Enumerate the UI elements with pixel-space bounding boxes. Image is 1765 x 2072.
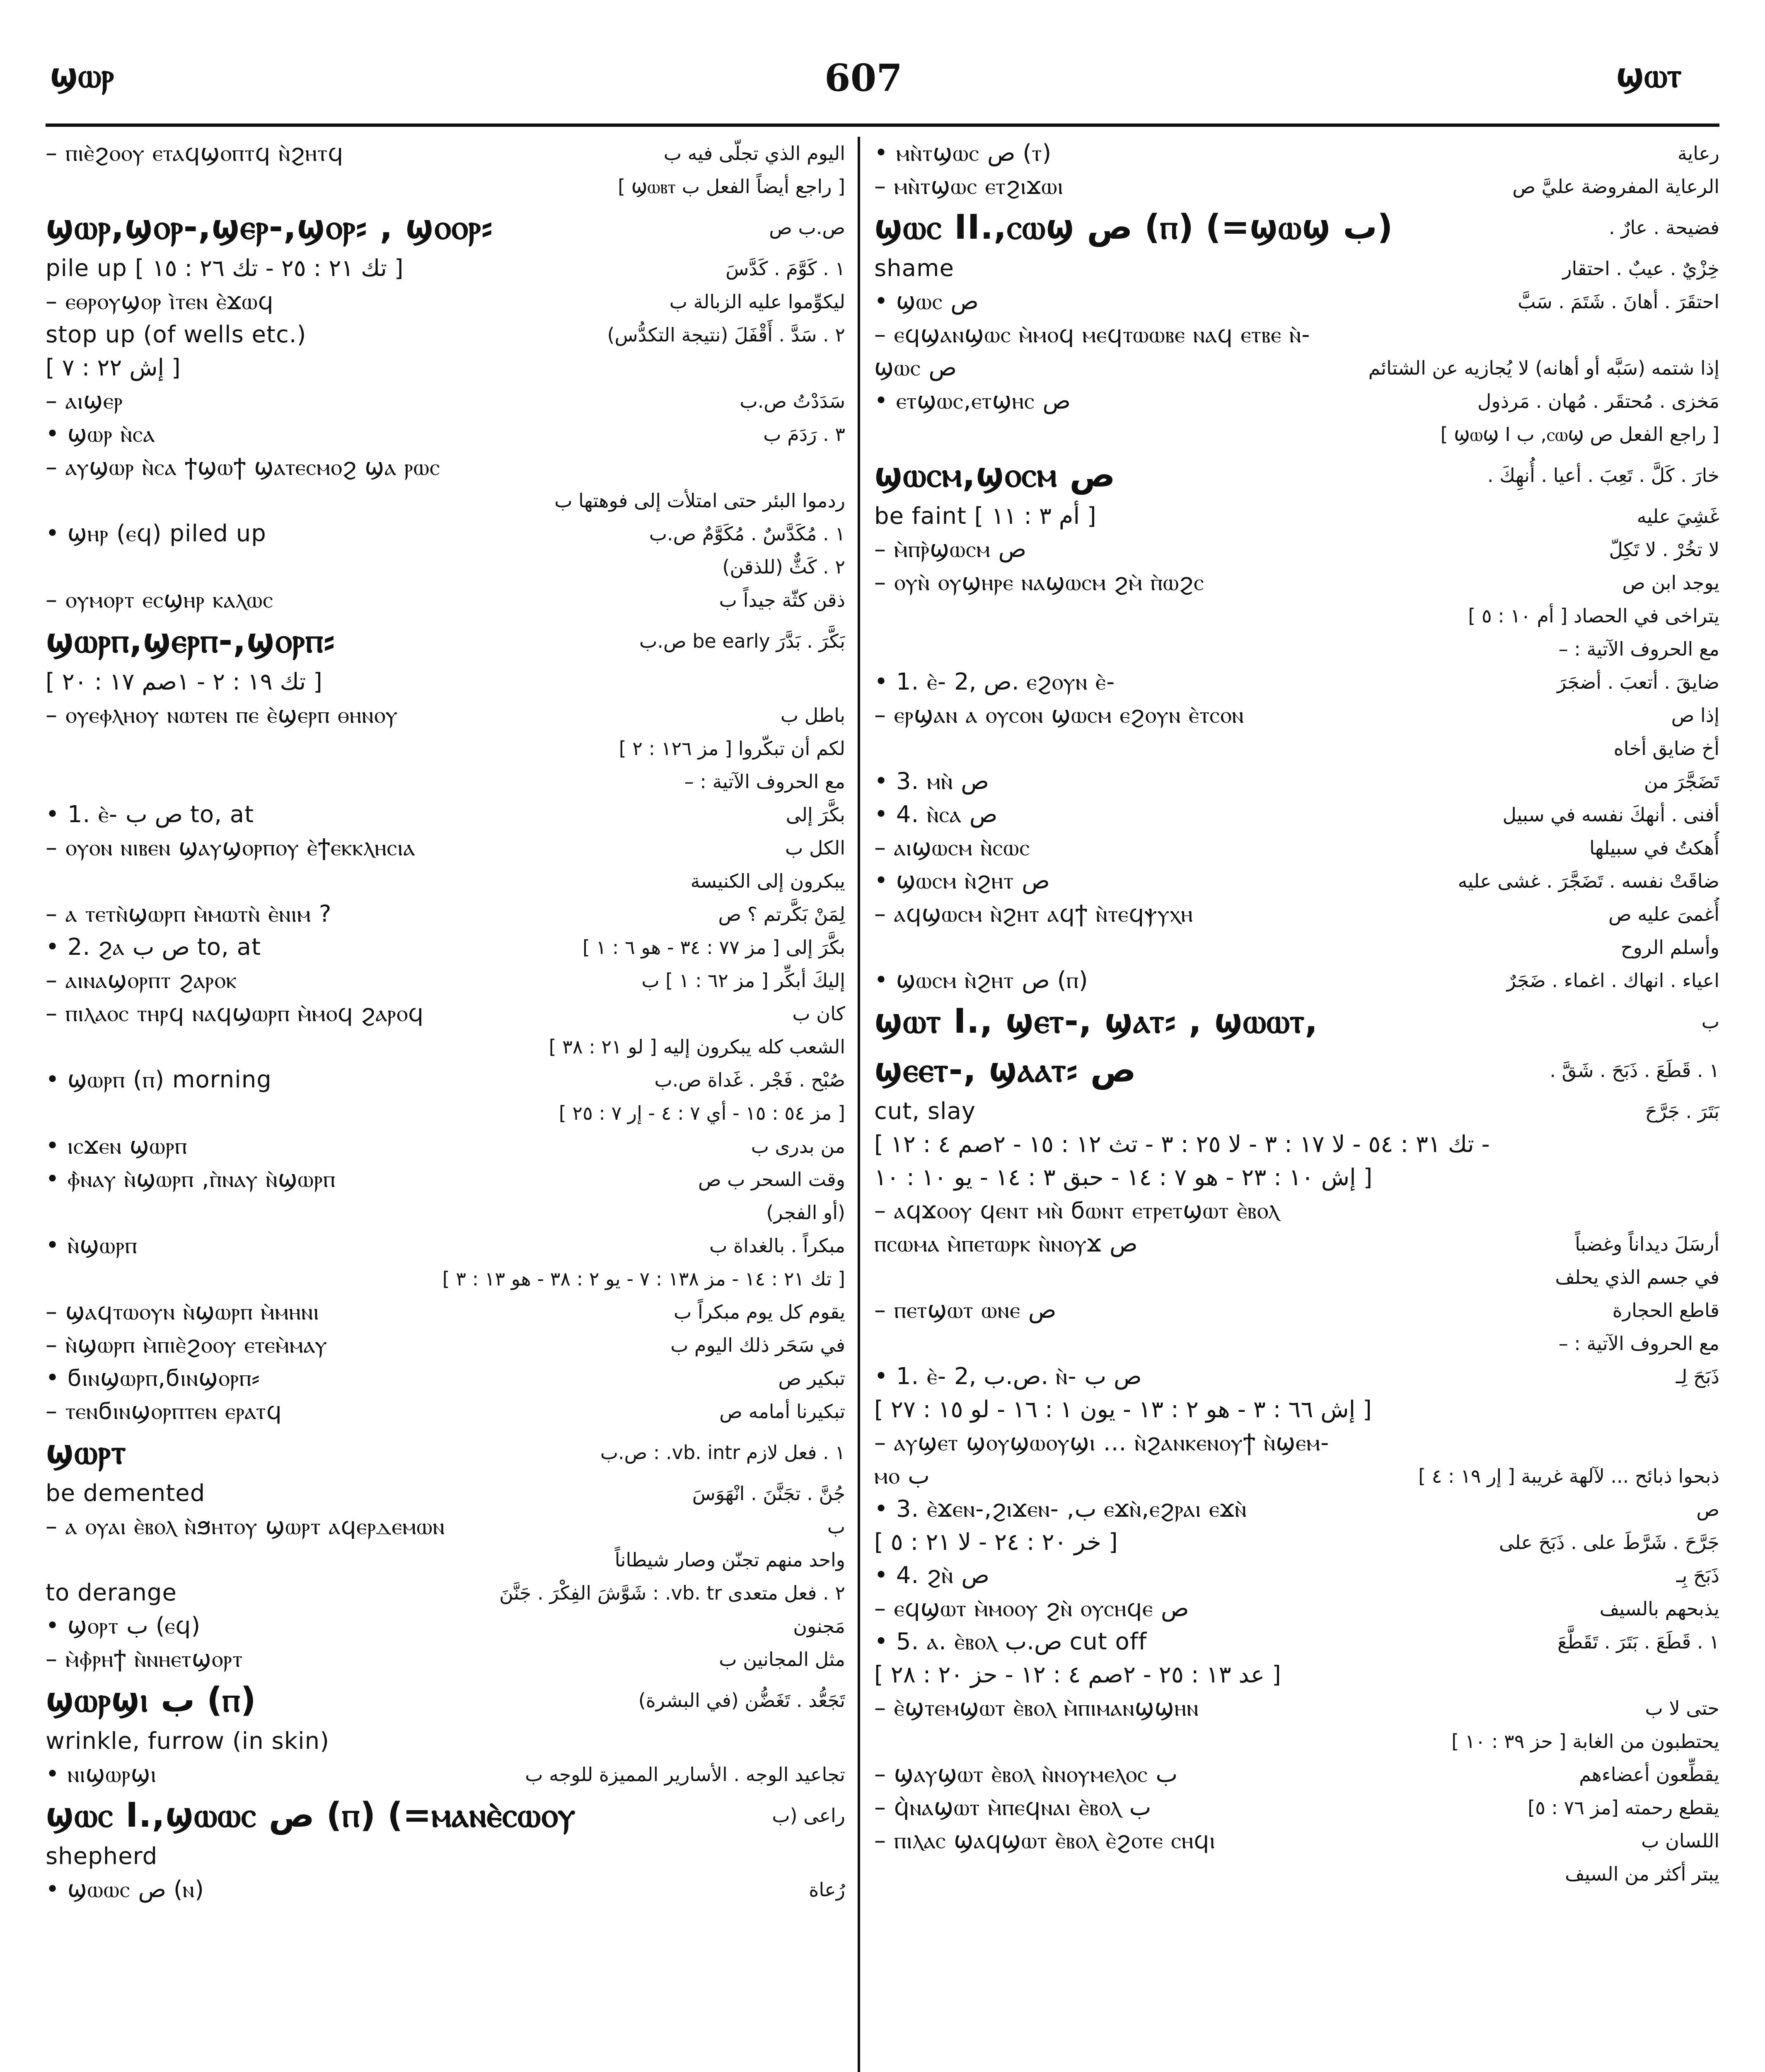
coptic-text: – ⲁⲓϣⲉⲣ	[46, 387, 123, 414]
coptic-text: • 3. ⲉ̀ϫⲉⲛ-,ϩⲓϫⲉⲛ- ,ب ⲉϫⲛ̀,ⲉϩⲣⲁⲓ ⲉϫⲛ̀	[874, 1496, 1247, 1523]
arabic-gloss: وقت السحر ب ص	[698, 1168, 845, 1191]
coptic-text: wrinkle, furrow (in skin)	[46, 1728, 330, 1755]
arabic-gloss: ٢ . سَدَّ . أَقْفَلَ (نتيجة التكدُّس)	[607, 324, 845, 346]
dictionary-line	[46, 1063, 845, 1097]
arabic-gloss: إذا شتمه (سَبَّه أو أهانه) لا يُجازيه عن الشتائم	[1368, 357, 1719, 379]
coptic-text: – ⲁⲓⲛⲁϣⲟⲣⲡⲧ ϩⲁⲣⲟⲕ	[46, 967, 237, 994]
dictionary-line	[46, 1262, 845, 1295]
coptic-text: – ⲛ̀ϣⲱⲣⲡ ⲙ̀ⲡⲓⲉ̀ϩⲟⲟⲩ ⲉⲧⲉⲙ̀ⲙⲁⲩ	[46, 1331, 327, 1358]
arabic-gloss: مع الحروف الآتية : –	[684, 770, 845, 793]
headword-entry	[46, 1791, 845, 1840]
coptic-text: – ⲟⲩⲙⲟⲣⲧ ⲉⲥϣⲏⲣ ⲕⲁⲗⲱⲥ	[46, 586, 273, 613]
coptic-text: – ϣⲁϥⲧⲱⲟⲩⲛ ⲛ̀ϣⲱⲣⲡ ⲙ̀ⲙⲏⲛⲓ	[46, 1298, 319, 1325]
coptic-text: – ⲁϥϣⲱⲥⲙ ⲛ̀ϩⲏⲧ ⲁϥϯ ⲛ̀ⲧⲉϥⲯⲩⲭⲏ	[874, 900, 1193, 927]
headword-entry	[874, 451, 1719, 500]
coptic-text: – ⲡⲓⲗⲁⲥ ϣⲁϥϣⲱⲧ ⲉ̀ⲃⲟⲗ ⲉ̀ϩⲟⲧⲉ ⲥⲏϥⲓ	[874, 1827, 1216, 1854]
dictionary-line	[46, 1229, 845, 1262]
coptic-text: • 3. ⲙⲛ̀ ص	[874, 768, 989, 795]
coptic-text: • ⲫ̀ⲛⲁⲩ ⲛ̀ϣⲱⲣⲡ ,ⲡ̀ⲛⲁⲩ ⲛ̀ϣⲱⲣⲡ	[46, 1166, 336, 1193]
coptic-text: • 4. ϩⲛ̀ ص	[874, 1562, 989, 1589]
coptic-text: – ⲡⲓⲉ̀ϩⲟⲟⲩ ⲉⲧⲁϥϣⲟⲡⲧϥ ⲛ̀ϩⲏⲧϥ	[46, 140, 344, 167]
coptic-text: – ⲟⲩⲛ̀ ⲟⲩϣⲏⲣⲉ ⲛⲁϣⲱⲥⲙ ϩⲙ̀ ⲡ̀ⲱϩⲥ	[874, 569, 1204, 596]
dictionary-line	[874, 765, 1719, 798]
coptic-text: • ⲉⲧϣⲱⲥ,ⲉⲧϣⲏⲥ ص	[874, 387, 1071, 414]
coptic-text: stop up (of wells etc.)	[46, 321, 307, 348]
coptic-text: • 2. ϩⲁ ص ب to, at	[46, 934, 261, 961]
coptic-text: – ϥ̀ⲛⲁϣⲱⲧ ⲙ̀ⲡⲉϥⲛⲁⲓ ⲉ̀ⲃⲟⲗ ب	[874, 1794, 1151, 1821]
arabic-gloss: ٢ . فعل متعدى vb. tr. : شَوَّشَ الفِكْرَ . جَنَّنَ	[499, 1582, 845, 1604]
arabic-gloss: واحد منهم تجنّن وصار شيطاناً	[614, 1549, 845, 1571]
dictionary-line	[874, 1327, 1719, 1360]
coptic-text: – ⲁ ⲧⲉⲧⲛ̀ϣⲱⲣⲡ ⲙ̀ⲙⲱⲧⲛ̀ ⲉ̀ⲛⲓⲙ ?	[46, 900, 332, 927]
left-running-head: ϣⲱⲣ	[50, 56, 114, 95]
dictionary-line	[874, 1692, 1719, 1725]
dictionary-line	[874, 351, 1719, 385]
dictionary-line	[874, 1625, 1719, 1658]
dictionary-line	[46, 137, 845, 170]
arabic-gloss: ٢ . كَثٌّ (للذقن)	[722, 556, 845, 578]
arabic-gloss: الشعب كله يبكرون إليه [ لو ٢١ : ٣٨ ]	[549, 1036, 845, 1058]
right-column	[874, 137, 1719, 2072]
coptic-text: ϣⲱⲧ I., ϣⲉⲧ-, ϣⲁⲧ⸗ , ϣⲱⲱⲧ,	[874, 1002, 1318, 1041]
dictionary-line	[874, 1592, 1719, 1625]
coptic-text: – ⲉⲣϣⲁⲛ ⲁ ⲟⲩⲥⲟⲛ ϣⲱⲥⲙ ⲉϩⲟⲩⲛ ⲉ̀ⲧⲥⲟⲛ	[874, 702, 1244, 729]
arabic-gloss: ١ . قَطَعَ . بَتَرَ . تَقَطَّعَ	[1557, 1631, 1719, 1653]
coptic-text: • ϣⲱⲥ ص	[874, 288, 979, 315]
dictionary-line	[46, 1610, 845, 1643]
arabic-gloss: مَجنون	[793, 1615, 845, 1637]
headword-entry	[46, 203, 845, 252]
coptic-text: – ⲧⲉⲛϭⲓⲛϣⲟⲣⲡⲧⲉⲛ ⲉⲣⲁⲧϥ	[46, 1398, 282, 1425]
coptic-text: – ⲁⲓϣⲱⲥⲙ ⲛ̀ⲥⲱⲥ	[874, 834, 1030, 861]
arabic-gloss: يحتطبون من الغابة [ حز ٣٩ : ١٠ ]	[1451, 1730, 1719, 1752]
dictionary-line	[874, 1758, 1719, 1791]
dictionary-line	[874, 599, 1719, 632]
arabic-gloss: لِمَنْ بَكَّرتم ؟ ص	[718, 903, 845, 925]
arabic-gloss: ذَبَحَ لِـ	[1676, 1365, 1719, 1388]
arabic-gloss: تبكيرنا أمامه ص	[719, 1400, 845, 1423]
arabic-gloss: بَكَّرَ . بَدَّرَ be early ص.ب	[639, 630, 845, 652]
coptic-text: – ⲁⲩϣⲱⲣ ⲛ̀ⲥⲁ ϯϣⲱϯ ϣⲁⲧⲉⲥⲙⲟϩ ϣⲁ ⲣⲱⲥ	[46, 454, 440, 481]
dictionary-line	[874, 1857, 1719, 1890]
dictionary-line	[874, 285, 1719, 318]
dictionary-line	[46, 1196, 845, 1229]
coptic-text: pile up [ تك ٢١ : ٢٥ - تك ٢٦ : ١٥ ]	[46, 255, 404, 282]
dictionary-line	[46, 418, 845, 451]
dictionary-line	[46, 732, 845, 765]
arabic-gloss: إذا ص	[1671, 704, 1719, 726]
dictionary-line	[874, 831, 1719, 864]
arabic-gloss: يتراخى في الحصاد [ أم ١٠ : ٥ ]	[1468, 605, 1719, 627]
coptic-text: • ⲙⲛ̀ⲧϣⲱⲥ ص (ⲧ)	[874, 140, 1052, 167]
coptic-text: cut, slay	[874, 1098, 976, 1125]
coptic-text: ϣⲱⲣ,ϣⲟⲣ-,ϣⲉⲣ-,ϣⲟⲣ⸗ , ϣⲟⲟⲣ⸗	[46, 208, 493, 247]
dictionary-line	[46, 583, 845, 617]
arabic-gloss: حتى لا ب	[1645, 1697, 1719, 1719]
coptic-text: ϣⲱⲥ ص	[874, 354, 957, 381]
dictionary-line	[46, 484, 845, 517]
arabic-gloss: في جسم الذي يحلف	[1555, 1266, 1719, 1288]
coptic-text: – ϣⲁⲩϣⲱⲧ ⲉ̀ⲃⲟⲗ ⲛ̀ⲛⲟⲩⲙⲉⲗⲟⲥ ب	[874, 1761, 1178, 1788]
dictionary-line	[46, 1395, 845, 1428]
arabic-gloss: صُبْح . فَجْر . غَداة ص.ب	[654, 1069, 845, 1091]
headword-entry	[874, 997, 1719, 1046]
arabic-gloss: يبكرون إلى الكنيسة	[690, 870, 845, 892]
coptic-text: ⲙⲟ ب	[874, 1462, 930, 1489]
dictionary-line	[874, 385, 1719, 418]
arabic-gloss: ليكوِّموا عليه الزبالة ب	[669, 290, 845, 313]
arabic-gloss: يبتر أكثر من السيف	[1565, 1863, 1719, 1885]
coptic-text: – ⲙⲛ̀ⲧϣⲱⲥ ⲉⲧϩⲓϫⲱⲓ	[874, 173, 1064, 200]
arabic-gloss: ضاقَتْ نفسه . تَضَجَّرَ . غشى عليه	[1458, 870, 1719, 892]
arabic-gloss: ذقن كثّة جيداً ب	[719, 589, 845, 611]
dictionary-line	[874, 1493, 1719, 1526]
arabic-gloss: لكم أن تبكّروا [ مز ١٢٦ : ٢ ]	[619, 737, 845, 760]
coptic-text: ϣⲉⲉⲧ-, ϣⲁⲁⲧ⸗ ص	[874, 1051, 1136, 1090]
coptic-text: إش ١٠ : ٢٣ - هو ٧ : ١٤ - حبق ٣ : ١٤ - يو ١٠ : ١٠ ]	[874, 1164, 1373, 1191]
arabic-gloss: ١ . كَوَّمَ . كَدَّسَ	[725, 257, 845, 280]
arabic-gloss: بكَّرَ إلى	[786, 804, 845, 826]
dictionary-line	[46, 1329, 845, 1362]
headword-entry	[46, 1676, 845, 1725]
dictionary-line	[46, 1543, 845, 1576]
dictionary-line	[46, 385, 845, 418]
coptic-text: [ عد ١٣ : ٢٥ - ٢صم ٤ : ١٢ - حز ٢٠ : ٢٨ ]	[874, 1661, 1281, 1688]
dictionary-line	[874, 666, 1719, 699]
dictionary-line	[874, 1194, 1719, 1227]
coptic-text: – ⲉⲑⲣⲟⲩϣⲟⲣ ⲓ̀ⲧⲉⲛ ⲉ̀ϫⲱϥ	[46, 288, 274, 315]
arabic-gloss: غَشِيَ عليه	[1637, 505, 1719, 528]
dictionary-line	[46, 451, 845, 484]
dictionary-line	[874, 1393, 1719, 1426]
coptic-text: ϣⲱⲣϣⲓ ب (ⲡ)	[46, 1680, 256, 1720]
dictionary-line	[874, 632, 1719, 666]
arabic-gloss: مبكراً . بالغداة ب	[709, 1234, 845, 1257]
coptic-text: ϣⲱⲣⲧ	[46, 1433, 126, 1472]
arabic-gloss: الكل ب	[785, 837, 845, 859]
dictionary-line	[46, 1725, 845, 1758]
dictionary-line	[46, 931, 845, 964]
coptic-text: [ تك ١٩ : ٢ - ١صم ١٧ : ٢٠ ]	[46, 668, 322, 695]
arabic-gloss: ضايقَ . أتعبَ . أضجَرَ	[1557, 671, 1719, 693]
dictionary-line	[46, 252, 845, 285]
arabic-gloss: بكَّرَ إلى [ مز ٧٧ : ٣٤ - هو ٦ : ١ ]	[582, 936, 845, 959]
arabic-gloss: قاطع الحجارة	[1612, 1299, 1719, 1322]
coptic-text: – ⲟⲩⲉⲫⲗⲏⲟⲩ ⲛⲱⲧⲉⲛ ⲡⲉ ⲉ̀ϣⲉⲣⲡ ⲑⲏⲛⲟⲩ	[46, 702, 398, 729]
dictionary-line	[46, 1840, 845, 1873]
arabic-gloss: رعاية	[1677, 142, 1719, 165]
coptic-text: • ⲛ̀ϣⲱⲣⲡ	[46, 1232, 138, 1259]
arabic-gloss: ص.ب ص	[769, 216, 845, 239]
arabic-gloss: يذبحهم بالسيف	[1599, 1598, 1719, 1620]
coptic-text: ⲡⲥⲱⲙⲁ ⲙ̀ⲡⲉⲧⲱⲣⲕ ⲛ̀ⲛⲟⲩϫ ص	[874, 1230, 1138, 1257]
coptic-text: • ϣⲱⲣⲡ (ⲡ) morning	[46, 1066, 272, 1093]
dictionary-line	[874, 1360, 1719, 1393]
dictionary-line	[46, 1477, 845, 1510]
coptic-text: shepherd	[46, 1843, 158, 1870]
arabic-gloss: أفنى . أنهكَ نفسه في سبيل	[1502, 804, 1719, 826]
arabic-gloss: اعياء . انهاك . اغماء . ضَجَرٌ	[1506, 969, 1719, 992]
arabic-gloss: ب	[827, 1515, 845, 1538]
arabic-gloss: تَجَعُّد . تَغَضُّن (في البشرة)	[638, 1689, 845, 1711]
arabic-gloss: ١ . مُكَدَّسٌ . مُكَوَّمٌ ص.ب	[649, 523, 845, 545]
dictionary-line	[874, 170, 1719, 203]
arabic-gloss: أُغمىَ عليه ص	[1608, 903, 1719, 925]
arabic-gloss: (أو الفجر)	[766, 1201, 845, 1224]
coptic-text: ϣⲱⲣⲡ,ϣⲉⲣⲡ-,ϣⲟⲣⲡ⸗	[46, 621, 336, 661]
dictionary-line	[46, 351, 845, 385]
dictionary-line	[874, 931, 1719, 964]
dictionary-line	[874, 732, 1719, 765]
dictionary-line	[46, 1163, 845, 1196]
arabic-gloss: فضيحة . عارٌ .	[1609, 216, 1719, 239]
arabic-gloss: راعى (ب	[772, 1804, 845, 1827]
dictionary-line	[874, 1261, 1719, 1294]
coptic-text: • 1. ⲉ̀- ص ,2. ⲉϩⲟⲩⲛ ⲉ̀-	[874, 668, 1115, 695]
page-number: 607	[824, 56, 902, 100]
coptic-text: • ϭⲓⲛϣⲱⲣⲡ,ϭⲓⲛϣⲟⲣⲡ⸗	[46, 1365, 260, 1392]
dictionary-line	[874, 1294, 1719, 1327]
dictionary-line	[46, 1873, 845, 1906]
dictionary-line	[874, 1658, 1719, 1692]
dictionary-line	[46, 1643, 845, 1676]
right-running-head: ϣⲱⲧ	[1616, 56, 1682, 95]
headword-entry	[874, 203, 1719, 252]
arabic-gloss: [ تك ٢١ : ١٤ - مز ١٣٨ : ٧ - يو ٢ : ٣٨ - هو ١٣ : ٣ ]	[442, 1268, 845, 1290]
arabic-gloss: احتقَرَ . أهانَ . شَتَمَ . سَبَّ	[1518, 290, 1719, 313]
arabic-gloss: ذَبَحَ بِـ	[1676, 1564, 1719, 1587]
dictionary-line	[46, 517, 845, 550]
coptic-text: [ إش ٢٢ : ٧ ]	[46, 354, 181, 381]
coptic-text: – ⲙ̀ⲫ̀ⲣⲏϯ ⲛ̀ⲛⲏⲉⲧϣⲟⲣⲧ	[46, 1646, 243, 1673]
arabic-gloss: تجاعيد الوجه . الأسارير المميزة للوجه ب	[525, 1763, 845, 1786]
coptic-text: ϣⲱⲥ I.,ϣⲱⲱⲥ ص (ⲡ) (=ⲙⲁⲛⲉ̀ⲥⲱⲟⲩ	[46, 1796, 576, 1835]
coptic-text: [ إش ٦٦ : ٣ - هو ٢ : ١٣ - يون ١ : ١٦ - لو ١٥ : ٢٧ ]	[874, 1396, 1372, 1423]
arabic-gloss: ص	[1696, 1498, 1719, 1520]
dictionary-line	[46, 1030, 845, 1063]
header-rule	[46, 123, 1719, 127]
column-divider	[858, 137, 860, 2072]
arabic-gloss: خِزْيٌ . عيبٌ . احتقار	[1562, 257, 1719, 280]
dictionary-line	[46, 699, 845, 732]
dictionary-line	[46, 170, 845, 203]
dictionary-line	[46, 1130, 845, 1163]
dictionary-line	[874, 418, 1719, 451]
arabic-gloss: وأسلم الروح	[1620, 936, 1719, 959]
coptic-text: • 4. ⲛ̀ⲥⲁ ص	[874, 801, 998, 828]
dictionary-line	[46, 798, 845, 831]
coptic-text: • ⲓⲥϫⲉⲛ ϣⲱⲣⲡ	[46, 1133, 188, 1159]
dictionary-line	[874, 1095, 1719, 1128]
dictionary-line	[874, 1426, 1719, 1460]
dictionary-line	[46, 318, 845, 351]
arabic-gloss: [ مز ٥٤ : ١٥ - أي ٧ : ٤ - إر ٧ : ٢٥ ]	[559, 1102, 845, 1124]
dictionary-line	[874, 699, 1719, 732]
left-column	[46, 137, 845, 2072]
dictionary-line	[874, 964, 1719, 997]
dictionary-line	[874, 1161, 1719, 1194]
coptic-text: – ⲡⲉⲧϣⲱⲧ ⲱⲛⲉ ص	[874, 1297, 1057, 1324]
arabic-gloss: ٣ . رَدَمَ ب	[763, 423, 845, 445]
coptic-text: – ⲙ̀ⲡⲣ̀ϣⲱⲥⲙ ص	[874, 536, 1027, 563]
coptic-text: [ خر ٢٠ : ٢٤ - لا ٢١ : ٥ ]	[874, 1529, 1118, 1556]
coptic-text: – ⲟⲩⲟⲛ ⲛⲓⲃⲉⲛ ϣⲁⲩϣⲟⲣⲡⲟⲩ ⲉ̀ϯⲉⲕⲕⲗⲏⲥⲓⲁ	[46, 834, 416, 861]
coptic-text: shame	[874, 255, 954, 282]
arabic-gloss: تَضَجَّرَ من	[1644, 770, 1719, 793]
arabic-gloss: بَتَرَ . جَرَّحَ	[1645, 1100, 1719, 1123]
arabic-gloss: مع الحروف الآتية : –	[1558, 1332, 1719, 1355]
dictionary-line	[46, 864, 845, 898]
arabic-gloss: ب	[1701, 1010, 1719, 1033]
dictionary-line	[874, 898, 1719, 931]
dictionary-line	[46, 765, 845, 798]
dictionary-line	[46, 898, 845, 931]
arabic-gloss: الرعاية المفروضة عليَّ ص	[1512, 175, 1719, 198]
coptic-text: • ϣⲱⲥⲙ ⲛ̀ϩⲏⲧ ص	[874, 867, 1050, 894]
arabic-gloss: مثل المجانين ب	[719, 1648, 845, 1670]
arabic-gloss: أرسَلَ ديداناً وغضباً	[1575, 1233, 1719, 1255]
page-header	[0, 0, 1765, 124]
dictionary-line	[874, 1824, 1719, 1857]
dictionary-line	[874, 1725, 1719, 1758]
dictionary-line	[46, 1510, 845, 1543]
arabic-gloss: أُهكتُ في سبيلها	[1589, 837, 1719, 859]
coptic-text: • 1. ⲉ̀- ص.ب ,2. ⲛ̀- ص ب	[874, 1363, 1142, 1390]
coptic-text: [ تك ٣١ : ٥٤ - لا ١٧ : ٣ - لا ٢٥ : ٣ - تث ١٢ : ١٥ - ٢صم ٤ : ١٢ -	[874, 1131, 1490, 1158]
dictionary-line	[46, 831, 845, 864]
dictionary-line	[874, 1460, 1719, 1493]
arabic-gloss: كان ب	[792, 1002, 845, 1025]
headword-entry	[46, 1428, 845, 1477]
arabic-gloss: اللسان ب	[1641, 1830, 1719, 1852]
arabic-gloss: اليوم الذي تجلّى فيه ب	[663, 142, 845, 165]
coptic-text: • ϣⲱⲣ ⲛ̀ⲥⲁ	[46, 421, 155, 448]
arabic-gloss: ردموا البئر حتى امتلأت إلى فوهتها ب	[554, 489, 845, 512]
dictionary-line	[46, 1097, 845, 1130]
coptic-text: be faint [ أم ٣ : ١١ ]	[874, 503, 1097, 530]
coptic-text: – ⲉϥϣⲱⲧ ⲙ̀ⲙⲟⲟⲩ ϩⲛ̀ ⲟⲩⲥⲏϥⲉ ص	[874, 1595, 1189, 1622]
arabic-gloss: من بدرى ب	[751, 1135, 845, 1157]
coptic-text: – ⲁ ⲟⲩⲁⲓ ⲉ̀ⲃⲟⲗ ⲛ̀ϧⲏⲧⲟⲩ ϣⲱⲣⲧ ⲁϥⲉⲣⲇⲉⲙⲱⲛ	[46, 1513, 445, 1540]
arabic-gloss: ١ . قَطَعَ . ذَبَحَ . شَقَّ .	[1550, 1059, 1719, 1082]
dictionary-line	[46, 666, 845, 699]
coptic-text: be demented	[46, 1480, 206, 1507]
coptic-text: ϣⲱⲥⲙ,ϣⲟⲥⲙ ص	[874, 455, 1115, 495]
arabic-gloss: باطل ب	[780, 704, 845, 726]
arabic-gloss: رُعاة	[809, 1878, 845, 1901]
arabic-gloss: ١ . فعل لازم vb. intr. : ص.ب	[600, 1441, 845, 1464]
arabic-gloss: يقطِّعون أعضاءهم	[1579, 1763, 1719, 1786]
dictionary-line	[874, 533, 1719, 566]
coptic-text: – ⲡⲓⲗⲁⲟⲥ ⲧⲏⲣϥ ⲛⲁϥϣⲱⲣⲡ ⲙ̀ⲙⲟϥ ϩⲁⲣⲟϥ	[46, 1000, 424, 1027]
dictionary-line	[874, 1227, 1719, 1261]
dictionary-line	[874, 1128, 1719, 1161]
coptic-text: • 5. ⲁ. ⲉ̀ⲃⲟⲗ ص.ب cut off	[874, 1628, 1147, 1655]
dictionary-line	[46, 1576, 845, 1610]
arabic-gloss: يقطع رحمته [مز ٧٦ : ٥]	[1528, 1796, 1719, 1819]
dictionary-line	[46, 1295, 845, 1329]
arabic-gloss: لا تخُرْ . لا تَكِلّ	[1609, 538, 1719, 561]
dictionary-line	[46, 285, 845, 318]
arabic-gloss: جُنَّ . تجَنَّنَ . انْهَوَسَ	[692, 1482, 845, 1505]
dictionary-line	[874, 137, 1719, 170]
coptic-text: – ⲁⲩϣⲉⲧ ϣⲟⲩϣⲱⲟⲩϣⲓ ... ⲛ̀ϩⲁⲛⲕⲉⲛⲟⲩϯ ⲛ̀ϣⲉⲙ-	[874, 1429, 1330, 1456]
dictionary-line	[874, 318, 1719, 351]
coptic-text: • ϣⲟⲣⲧ ب (ⲉϥ)	[46, 1612, 201, 1639]
arabic-gloss: [ راجع الفعل ص ⲥⲱϣ, ب ϣⲱϣ I ]	[1440, 423, 1719, 445]
arabic-gloss: إليكَ أبكِّر [ مز ٦٢ : ١ ] ب	[641, 969, 845, 992]
dictionary-line	[874, 1559, 1719, 1592]
dictionary-line	[874, 798, 1719, 831]
coptic-text: – ⲉϥϣⲁⲛϣⲱⲥ ⲙ̀ⲙⲟϥ ⲙⲉϥⲧⲱⲱⲃⲉ ⲛⲁϥ ⲉⲧⲃⲉ ⲛ̀-	[874, 321, 1310, 348]
arabic-gloss: [ راجع أيضاً الفعل ب ϣⲱⲃⲧ ]	[618, 175, 845, 198]
dictionary-line	[874, 252, 1719, 285]
coptic-text: • ⲛⲓϣⲱⲣϣⲓ	[46, 1761, 157, 1788]
coptic-text: • ϣⲱⲱⲥ ص (ⲛ)	[46, 1876, 204, 1903]
arabic-gloss: يوجد ابن ص	[1622, 571, 1719, 594]
dictionary-line	[874, 1791, 1719, 1824]
dictionary-line	[46, 997, 845, 1030]
arabic-gloss: خارَ . كَلَّ . تَعِبَ . أعيا . أُنهِكَ .	[1487, 464, 1719, 487]
arabic-gloss: جَرَّحَ . شَرَّطَ على . ذَبَحَ على	[1499, 1531, 1719, 1554]
coptic-text: to derange	[46, 1579, 177, 1606]
coptic-text: • 1. ⲉ̀- ص ب to, at	[46, 801, 254, 828]
arabic-gloss: مَخزى . مُحتقَر . مُهان . مَرذول	[1477, 390, 1719, 412]
headword-entry	[874, 1046, 1719, 1095]
coptic-text: – ⲉ̀ϣⲧⲉⲙϣⲱⲧ ⲉ̀ⲃⲟⲗ ⲙ̀ⲡⲓⲙⲁⲛϣϣⲏⲛ	[874, 1694, 1199, 1721]
headword-entry	[46, 617, 845, 666]
arabic-gloss: يقوم كل يوم مبكراً ب	[674, 1301, 845, 1323]
dictionary-line	[46, 964, 845, 997]
coptic-text: ϣⲱⲥ II.,ⲥⲱϣ ص (ⲡ) (=ϣⲱϣ ب)	[874, 208, 1393, 247]
arabic-gloss: أخ ضايق أخاه	[1613, 737, 1719, 760]
coptic-text: – ⲁϥϫⲟⲟⲩ ϥⲉⲛⲧ ⲙⲛ̀ ϭⲱⲛⲧ ⲉⲧⲣⲉⲧϣⲱⲧ ⲉ̀ⲃⲟⲗ	[874, 1197, 1280, 1224]
arabic-gloss: مع الحروف الآتية : –	[1558, 638, 1719, 660]
arabic-gloss: تبكير ص	[778, 1367, 845, 1389]
dictionary-line	[874, 864, 1719, 898]
dictionary-line	[46, 550, 845, 583]
dictionary-line	[46, 1362, 845, 1395]
dictionary-line	[874, 500, 1719, 533]
dictionary-line	[874, 1526, 1719, 1559]
dictionary-line	[46, 1758, 845, 1791]
coptic-text: • ϣⲱⲥⲙ ⲛ̀ϩⲏⲧ ص (ⲡ)	[874, 967, 1088, 994]
coptic-text: • ϣⲏⲣ (ⲉϥ) piled up	[46, 520, 266, 547]
arabic-gloss: ذبحوا ذبائح ... لآلهة غريبة [ إر ١٩ : ٤ ]	[1418, 1465, 1719, 1487]
dictionary-line	[874, 566, 1719, 599]
arabic-gloss: في سَحَر ذلك اليوم ب	[670, 1334, 845, 1356]
arabic-gloss: سَدَدْتُ ص.ب	[740, 390, 845, 412]
